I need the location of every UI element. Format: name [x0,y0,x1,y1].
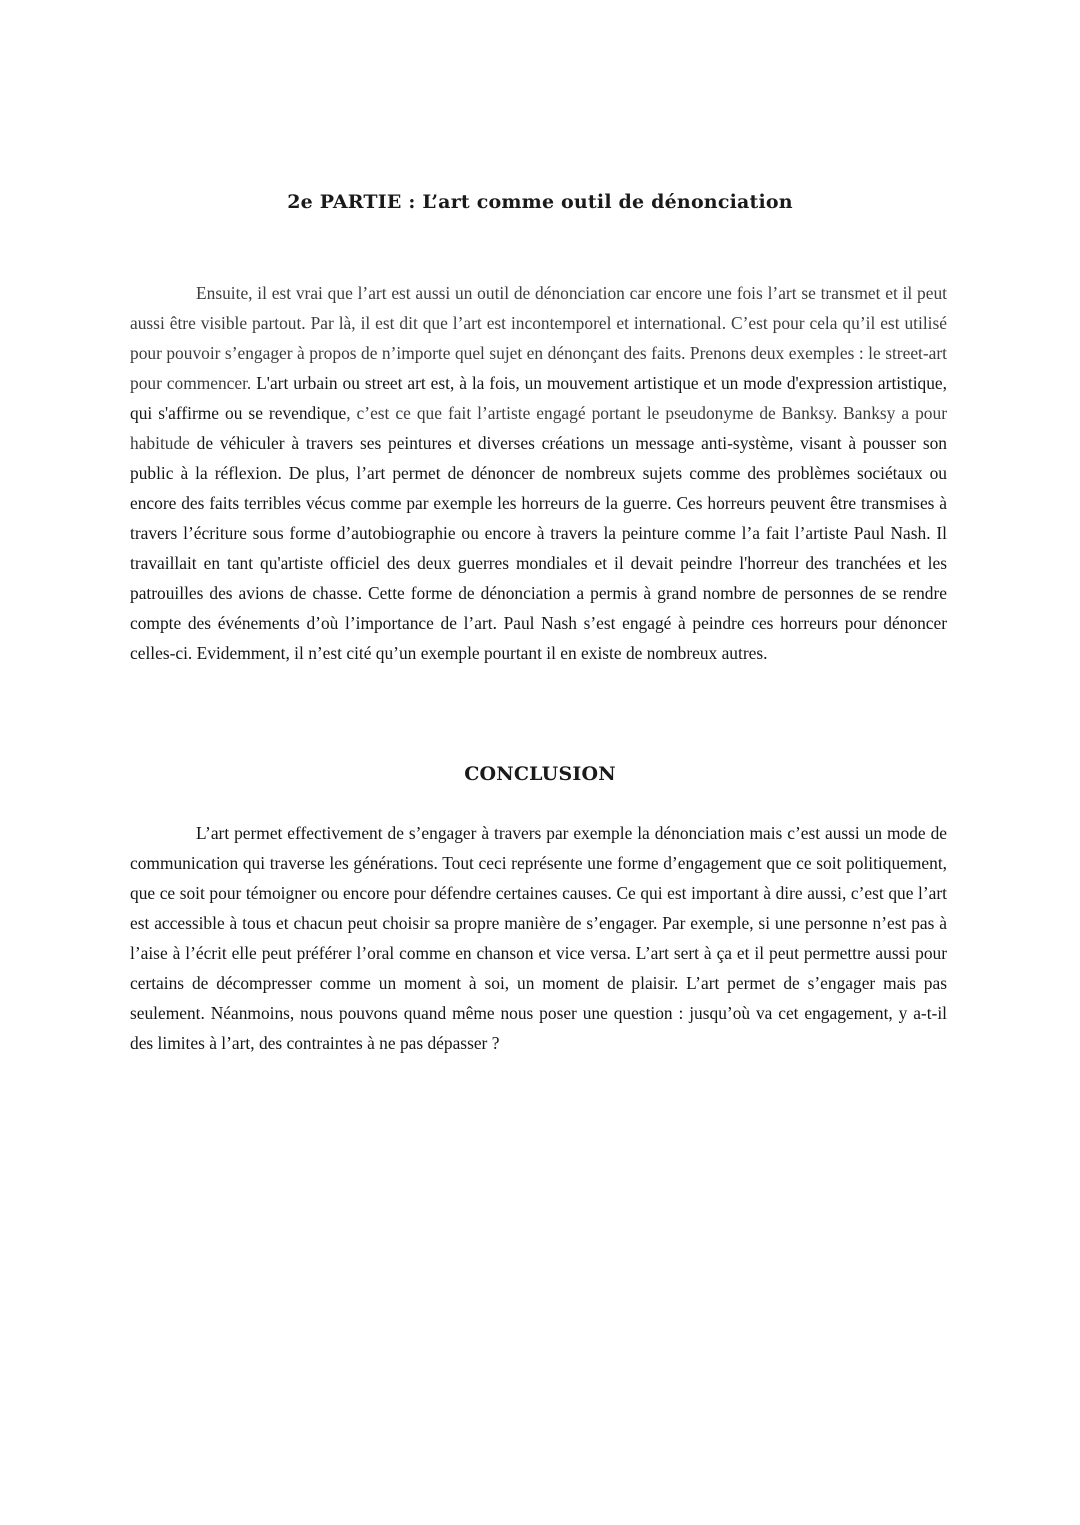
paragraph-part2 [130,278,947,668]
paragraph-part2-emphasis-message: de véhiculer à travers ses peintures et diverses créations un message anti-système, visant à pousser son public à la réflexion. De plus, l’art permet de dénoncer de nombreux sujets comme des problèmes sociétaux ou encore des faits terribles vécus comme par exemple les horreurs de la guerre. Ces horreurs peuvent être transmises à travers l’écriture sous forme d’autobiographie ou encore à travers la peinture comme l’a fait l’artiste Paul Nash. Il travaillait en tant qu'artiste officiel des deux guerres mondiales et il devait peindre l'horreur des tranchées et les patrouilles des avions de chasse. Cette forme de dénonciation a permis à grand nombre de personnes de se rendre compte des événements d’où l’importance de l’art. Paul Nash s’est engagé à peindre ces horreurs pour dénoncer celles-ci. Evidemment, il n’est cité qu’un exemple pourtant il en existe de nombreux autres. [130,433,947,663]
section-title-part2: 2e PARTIE : L’art comme outil de dénonciation [287,191,793,213]
paragraph-part2-emphasis-street-art: L'art urbain ou street art est, à la fois, un mouvement artistique et un mode d'expression artistique, qui s'affirme ou se revendique [130,373,947,423]
section-title-conclusion: CONCLUSION [464,763,616,785]
paragraph-conclusion: L’art permet effectivement de s’engager à travers par exemple la dénonciation mais c’est aussi un mode de communication qui traverse les générations. Tout ceci représente une forme d’engagement que ce soit politiquement, que ce soit pour témoigner ou encore pour défendre certaines causes. Ce qui est important à dire aussi, c’est que l’art est accessible à tous et chacun peut choisir sa propre manière de s’engager. Par exemple, si une personne n’est pas à l’aise à l’écrit elle peut préférer l’oral comme en chanson et vice versa. L’art sert à ça et il peut permettre aussi pour certains de décompresser comme un moment à soi, un moment de plaisir. L’art permet de s’engager mais pas seulement. Néanmoins, nous pouvons quand même nous poser une question : jusqu’où va cet engagement, y a-t-il des limites à l’art, des contraintes à ne pas dépasser ? [130,823,947,1053]
paragraph-part2-segment-1: Ensuite, il est vrai que l’art est aussi un outil de dénonciation car encore une fois l’art se transmet et il peut aussi être visible partout. Par là, il est dit que l’art est incontemporel et international. C’est pour cela qu’il est utilisé pour pouvoir s’engager à propos de n’importe quel sujet en dénonçant des faits. Prenons deux exemples : le street-art pour commencer. [130,283,947,393]
paragraph-part2-segment-3: , c’est ce que fait l’artiste engagé portant le pseudonyme de Banksy. Banksy a pour habitude [130,403,947,453]
